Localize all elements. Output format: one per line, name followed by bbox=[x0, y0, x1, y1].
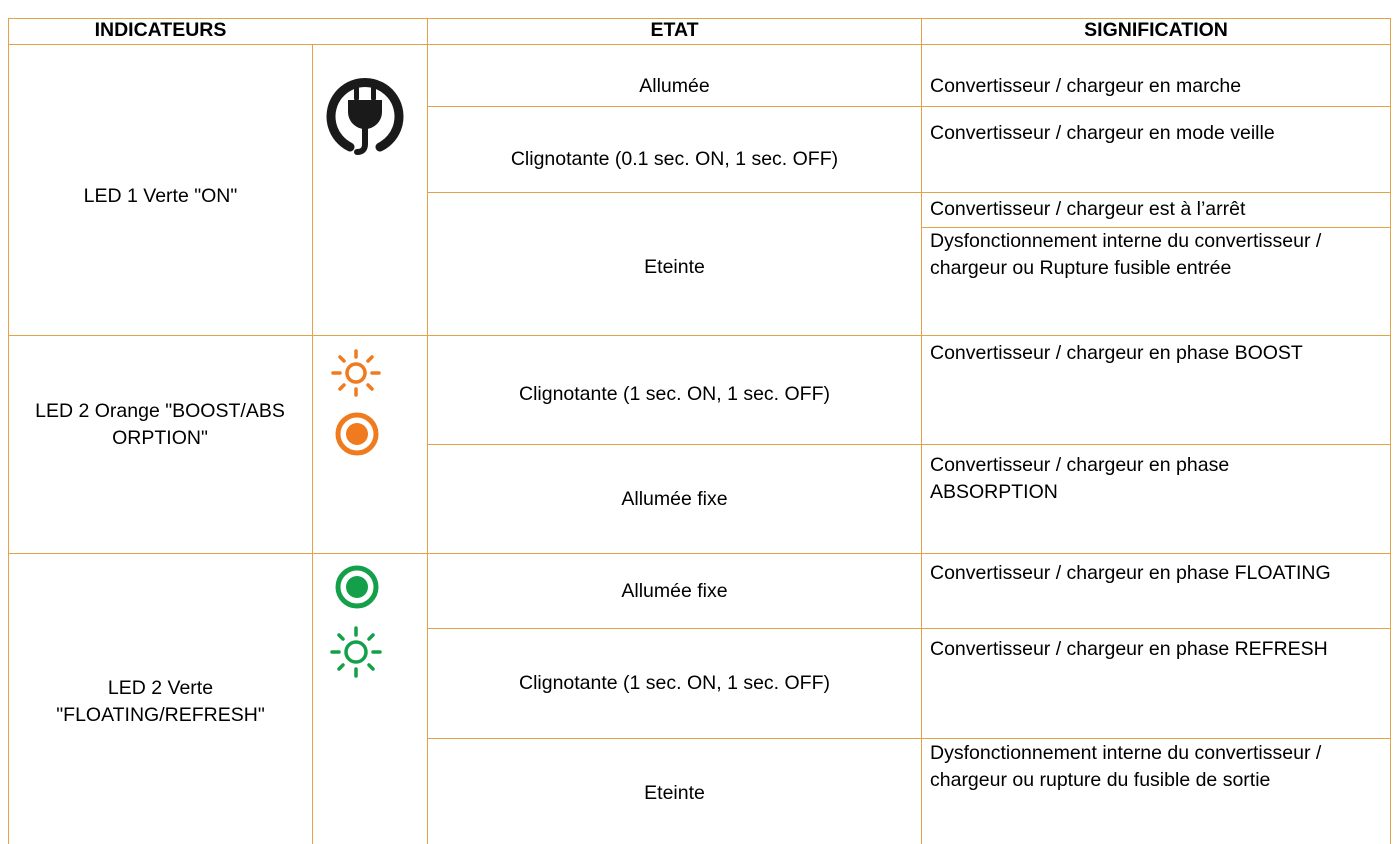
etat-cell: Clignotante (1 sec. ON, 1 sec. OFF) bbox=[518, 383, 831, 405]
etat-cell: Allumée bbox=[639, 75, 710, 97]
green-blinking-led-icon bbox=[327, 624, 385, 685]
etat-cell: Eteinte bbox=[644, 782, 705, 804]
signification-cell: Convertisseur / chargeur en phase BOOST bbox=[930, 342, 1303, 364]
header-etat: ETAT bbox=[650, 19, 699, 41]
orange-solid-led-icon bbox=[334, 411, 380, 462]
signification-cell: Dysfonctionnement interne du convertisseur / chargeur ou Rupture fusible entrée bbox=[930, 230, 1322, 279]
signification-cell: Convertisseur / chargeur est à l’arrêt bbox=[930, 198, 1246, 220]
header-indicateurs: INDICATEURS bbox=[94, 19, 227, 41]
signification-cell: Dysfonctionnement interne du convertisseur / chargeur ou rupture du fusible de sortie bbox=[930, 742, 1322, 791]
power-plug-icon bbox=[325, 68, 405, 163]
indicator-led1-label: LED 1 Verte "ON" bbox=[83, 185, 238, 207]
signification-cell: Convertisseur / chargeur en phase ABSORPTION bbox=[930, 454, 1230, 503]
orange-blinking-led-icon bbox=[327, 347, 385, 404]
etat-cell: Allumée fixe bbox=[621, 488, 728, 510]
etat-cell: Clignotante (1 sec. ON, 1 sec. OFF) bbox=[518, 672, 831, 694]
signification-cell: Convertisseur / chargeur en mode veille bbox=[930, 122, 1275, 144]
signification-cell: Convertisseur / chargeur en phase FLOATING bbox=[930, 562, 1331, 584]
etat-cell: Clignotante (0.1 sec. ON, 1 sec. OFF) bbox=[510, 148, 839, 170]
header-signification: SIGNIFICATION bbox=[1084, 19, 1228, 41]
signification-cell: Convertisseur / chargeur en phase REFRESH bbox=[930, 638, 1328, 660]
signification-cell: Convertisseur / chargeur en marche bbox=[930, 75, 1242, 97]
indicator-led2-orange-label: LED 2 Orange "BOOST/ABSORPTION" bbox=[35, 400, 285, 449]
green-solid-led-icon bbox=[334, 564, 380, 615]
indicator-led2-green-label: LED 2 Verte "FLOATING/REFRESH" bbox=[56, 677, 265, 726]
etat-cell: Allumée fixe bbox=[621, 580, 728, 602]
etat-cell: Eteinte bbox=[644, 256, 705, 278]
